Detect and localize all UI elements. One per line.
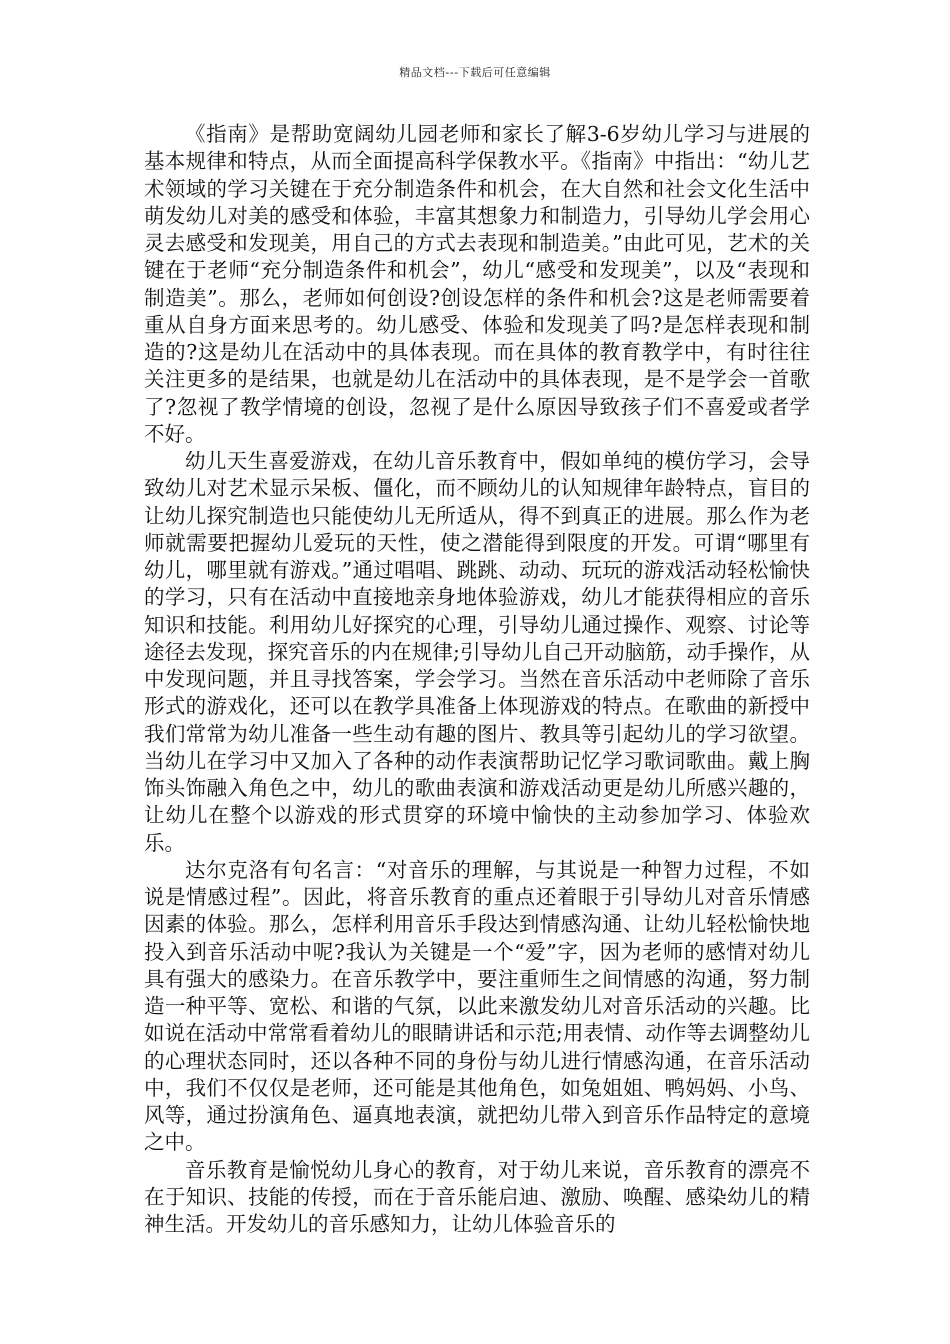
paragraph-4: 音乐教育是愉悦幼儿身心的教育，对于幼儿来说，音乐教育的漂亮不在于知识、技能的传授，而在于音乐能启迪、激励、唤醒、感染幼儿的精神生活。开发幼儿的音乐感知力，让幼儿体验音乐的 xyxy=(144,1157,810,1236)
document-body xyxy=(144,121,810,1238)
paragraph-1: 《指南》是帮助宽阔幼儿园老师和家长了解3-6岁幼儿学习与进展的基本规律和特点，从而全面提高科学保教水平。《指南》中指出：“幼儿艺术领域的学习关键在于充分制造条件和机会，在大自然和社会文化生活中萌发幼儿对美的感受和体验，丰富其想象力和制造力，引导幼儿学会用心灵去感受和发现美，用自己的方式去表现和制造美。”由此可见，艺术的关键在于老师“充分制造条件和机会”，幼儿“感受和发现美”，以及“表现和制造美”。那么，老师如何创设?创设怎样的条件和机会?这是老师需要着重从自身方面来思考的。幼儿感受、体验和发现美了吗?是怎样表现和制造的?这是幼儿在活动中的具体表现。而在具体的教育教学中，有时往往关注更多的是结果，也就是幼儿在活动中的具体表现，是不是学会一首歌了?忽视了教学情境的创设，忽视了是什么原因导致孩子们不喜爱或者学不好。 xyxy=(144,122,810,446)
paragraph-2: 幼儿天生喜爱游戏，在幼儿音乐教育中，假如单纯的模仿学习，会导致幼儿对艺术显示呆板、僵化，而不顾幼儿的认知规律年龄特点，盲目的让幼儿探究制造也只能使幼儿无所适从，得不到真正的进展。那么作为老师就需要把握幼儿爱玩的天性，使之潜能得到限度的开发。可谓“哪里有幼儿，哪里就有游戏。”通过唱唱、跳跳、动动、玩玩的游戏活动轻松愉快的学习，只有在活动中直接地亲身地体验游戏，幼儿才能获得相应的音乐知识和技能。利用幼儿好探究的心理，引导幼儿通过操作、观察、讨论等途径去发现，探究音乐的内在规律;引导幼儿自己开动脑筋，动手操作，从中发现问题，并且寻找答案，学会学习。当然在音乐活动中老师除了音乐形式的游戏化，还可以在教学具准备上体现游戏的特点。在歌曲的新授中我们常常为幼儿准备一些生动有趣的图片、教具等引起幼儿的学习欲望。当幼儿在学习中又加入了各种的动作表演帮助记忆学习歌词歌曲。戴上胸饰头饰融入角色之中，幼儿的歌曲表演和游戏活动更是幼儿所感兴趣的，让幼儿在整个以游戏的形式贯穿的环境中愉快的主动参加学习、体验欢乐。 xyxy=(144,449,810,855)
paragraph-3: 达尔克洛有句名言：“对音乐的理解，与其说是一种智力过程，不如说是情感过程”。因此，将音乐教育的重点还着眼于引导幼儿对音乐情感因素的体验。那么，怎样利用音乐手段达到情感沟通、让幼儿轻松愉快地投入到音乐活动中呢?我认为关键是一个“爱”字，因为老师的感情对幼儿具有强大的感染力。在音乐教学中，要注重师生之间情感的沟通，努力制造一种平等、宽松、和谐的气氛，以此来激发幼儿对音乐活动的兴趣。比如说在活动中常常看着幼儿的眼睛讲话和示范;用表情、动作等去调整幼儿的心理状态同时，还以各种不同的身份与幼儿进行情感沟通，在音乐活动中，我们不仅仅是老师，还可能是其他角色，如兔姐姐、鸭妈妈、小鸟、风等，通过扮演角色、逼真地表演，就把幼儿带入到音乐作品特定的意境之中。 xyxy=(144,857,810,1155)
page-header: 精品文档---下载后可任意编辑 xyxy=(399,66,551,79)
